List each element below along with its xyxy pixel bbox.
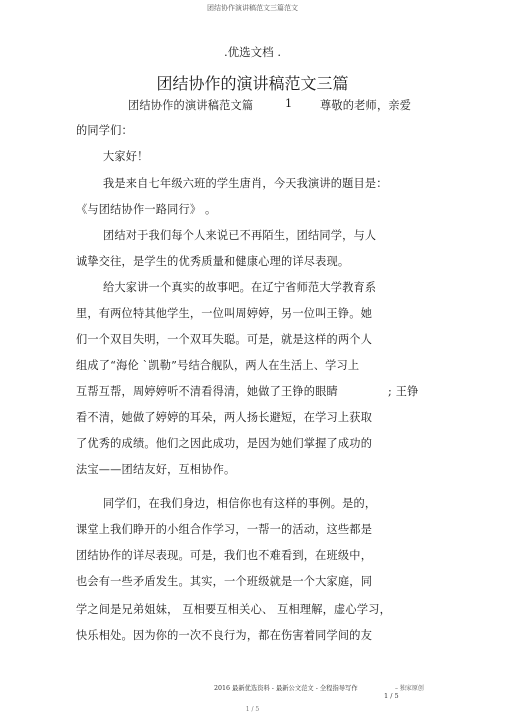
page-number-bottom: 1 / 5 xyxy=(245,706,260,713)
body-line: 了优秀的成绩。他们之因此成功，是因为她们掌握了成功的 xyxy=(76,437,373,450)
subtitle-greeting: 尊敬的老师，亲爱 xyxy=(320,99,412,112)
body-line: 课堂上我们睁开的小组合作学习，一帮一的活动，这些都是 xyxy=(76,523,373,536)
body-line-tail: ; 王铮 xyxy=(388,385,419,398)
body-line: 给大家讲一个真实的故事吧。在辽宁省师范大学教育系 xyxy=(103,281,377,294)
body-line: 同学们，在我们身边，相信你也有这样的事例。是的， xyxy=(103,497,377,510)
footer-text: 2016 最新优选资料 - 最新公文范文 - 全程指导写作 xyxy=(214,685,358,692)
body-line: 看不清，她做了婷婷的耳朵，两人扬长避短，在学习上获取 xyxy=(76,411,373,424)
body-line: 的同学们： xyxy=(76,124,133,137)
doc-title: 团结协作的演讲稿范文三篇 xyxy=(156,74,349,93)
body-line: 互帮互帮，周婷婷听不清看得清，她做了王铮的眼睛 xyxy=(76,385,338,398)
page-number: 1 / 5 xyxy=(384,692,399,700)
subtitle-label: 团结协作的演讲稿范文篇 xyxy=(128,99,254,112)
body-line: 诚挚交往，是学生的优秀质量和健康心理的详尽表现。 xyxy=(76,255,350,268)
body-line: 也会有一些矛盾发生。其实，一个班级就是一个大家庭，同 xyxy=(76,575,373,588)
body-line: 大家好！ xyxy=(103,150,149,163)
body-line: 快乐相处。因为你的一次不良行为，都在伤害着同学间的友 xyxy=(76,629,373,642)
body-line: 我是来自七年级六班的学生唐肖，今天我演讲的题目是： xyxy=(103,177,388,190)
doc-tagline: .优选文档 . xyxy=(224,45,281,59)
body-line: 法宝——团结友好，互相协作。 xyxy=(76,463,236,476)
body-line: 团结对于我们每个人来说已不再陌生，团结同学，与人 xyxy=(103,229,377,242)
body-line: 组成了“海伦 `凯勒”号结合舰队，两人在生活上、学习上 xyxy=(76,359,360,372)
footer-note: – 独家原创 xyxy=(395,685,424,692)
body-line: 团结协作的详尽表现。可是，我们也不难看到，在班级中， xyxy=(76,549,373,562)
body-line: 《与团结协作一路同行》 。 xyxy=(76,203,217,216)
subtitle-number: 1 xyxy=(285,97,293,110)
body-line: 学之间是兄弟姐妹， 互相要互相关心、 互相理解，虚心学习， xyxy=(76,603,391,616)
body-line: 们一个双目失明，一个双耳失聪。可是，就是这样的两个人 xyxy=(76,333,373,346)
page-header: 团结协作演讲稿范文三篇范文 xyxy=(207,4,298,12)
body-line: 里，有两位特其他学生，一位叫周婷婷，另一位叫王铮。她 xyxy=(76,307,373,320)
